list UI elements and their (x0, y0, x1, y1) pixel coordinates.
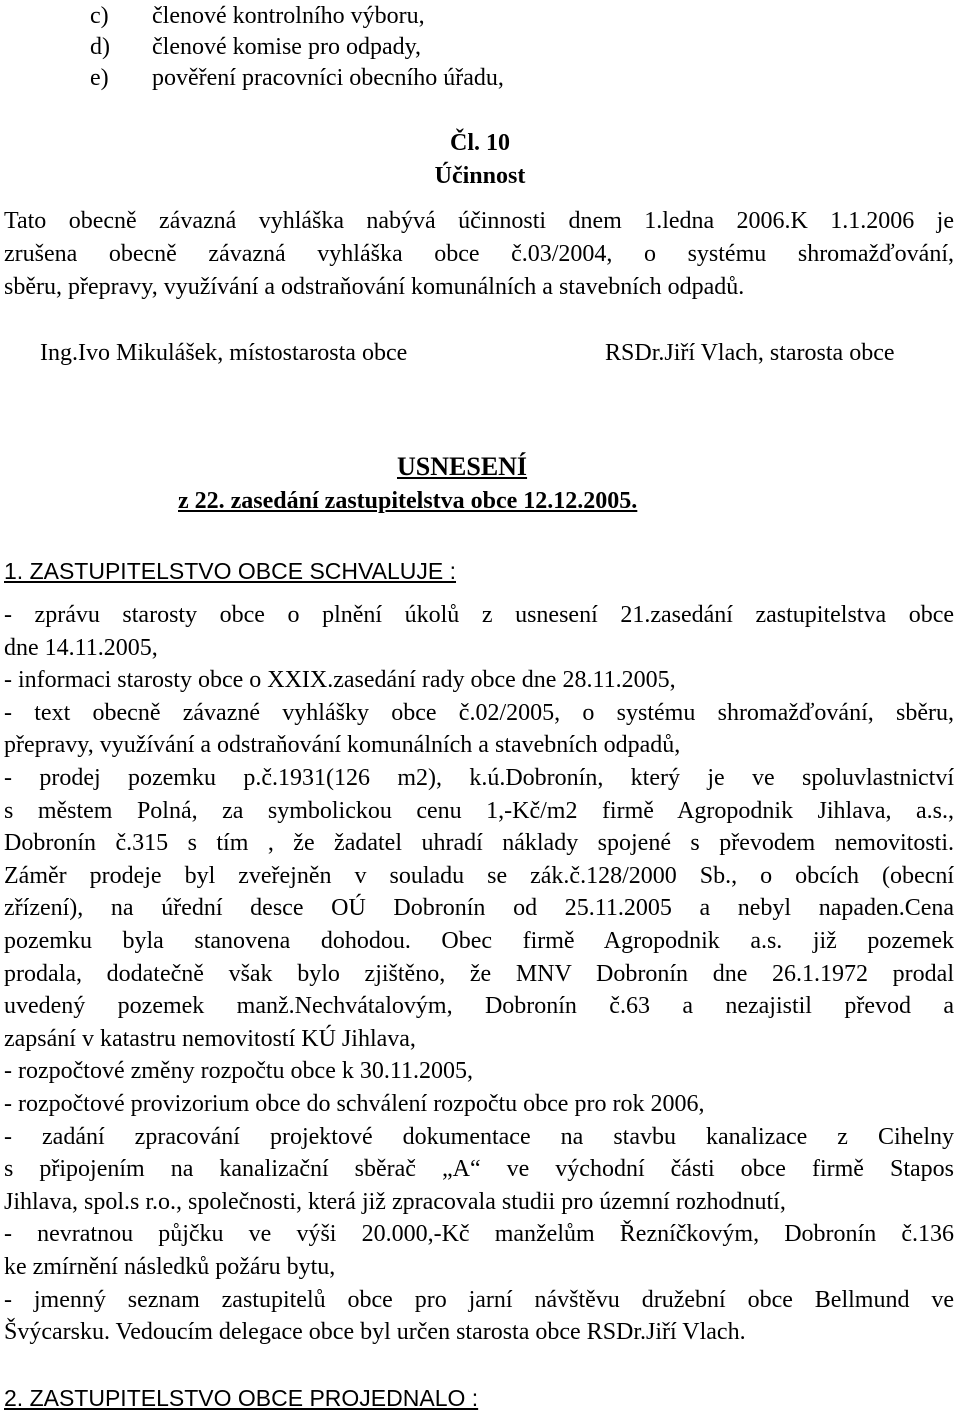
resolution-line: s městem Polná, za symbolickou cenu 1,-Kč/m2 firmě Agropodnik Jihlava, a.s., (4, 798, 954, 824)
resolution-line: přepravy, využívání a odstraňování komunálních a stavebních odpadů, (4, 732, 681, 758)
article-title: Účinnost (434, 163, 526, 189)
resolution-line: zapsání v katastru nemovitostí KÚ Jihlava, (4, 1026, 416, 1052)
signature-deputy-mayor: Ing.Ivo Mikulášek, místostarosta obce (40, 340, 408, 366)
resolution-line: ke zmírnění následků požáru bytu, (4, 1254, 336, 1280)
resolution-line: Dobronín č.315 s tím , že žadatel uhradí náklady spojené s převodem nemovitosti. (4, 830, 954, 856)
resolution-line: - jmenný seznam zastupitelů obce pro jarní návštěvu družební obce Bellmund ve (4, 1287, 954, 1313)
list-marker: e) (90, 65, 109, 91)
resolution-line: Jihlava, spol.s r.o., společnosti, která již zpracovala studii pro územní rozhodnutí, (4, 1189, 786, 1215)
resolution-line: uvedený pozemek manž.Nechvátalovým, Dobronín č.63 a nezajistil převod a (4, 993, 954, 1019)
section-1-heading: 1. ZASTUPITELSTVO OBCE SCHVALUJE : (4, 558, 457, 584)
resolution-line: dne 14.11.2005, (4, 635, 158, 661)
resolution-line: - rozpočtové změny rozpočtu obce k 30.11.2005, (4, 1058, 473, 1084)
resolution-line: - zprávu starosty obce o plnění úkolů z usnesení 21.zasedání zastupitelstva obce (4, 602, 954, 628)
list-marker: d) (90, 34, 110, 60)
resolution-line: - informaci starosty obce o XXIX.zasedání rady obce dne 28.11.2005, (4, 667, 676, 693)
resolution-line: Záměr prodeje byl zveřejněn v souladu se zák.č.128/2000 Sb., o obcích (obecní (4, 863, 954, 889)
list-text: členové kontrolního výboru, (152, 3, 425, 29)
signature-mayor: RSDr.Jiří Vlach, starosta obce (605, 340, 895, 366)
article-line: sběru, přepravy, využívání a odstraňování komunálních a stavebních odpadů. (4, 274, 745, 300)
resolution-line: prodala, dodatečně však bylo zjištěno, že MNV Dobronín dne 26.1.1972 prodal (4, 961, 954, 987)
resolution-line: pozemku byla stanovena dohodou. Obec firmě Agropodnik a.s. již pozemek (4, 928, 954, 954)
resolution-line: zřízení), na úřední desce OÚ Dobronín od 25.11.2005 a nebyl napaden.Cena (4, 895, 954, 921)
article-line: Tato obecně závazná vyhláška nabývá účinnosti dnem 1.ledna 2006.K 1.1.2006 je (4, 208, 954, 234)
resolution-line: Švýcarsku. Vedoucím delegace obce byl určen starosta obce RSDr.Jiří Vlach. (4, 1319, 746, 1345)
list-text: členové komise pro odpady, (152, 34, 422, 60)
resolution-line: - text obecně závazné vyhlášky obce č.02/2005, o systému shromažďování, sběru, (4, 700, 954, 726)
article-number: Čl. 10 (450, 130, 510, 156)
list-text: pověření pracovníci obecního úřadu, (152, 65, 504, 91)
resolution-line: - rozpočtové provizorium obce do schválení rozpočtu obce pro rok 2006, (4, 1091, 705, 1117)
resolution-line: - prodej pozemku p.č.1931(126 m2), k.ú.Dobronín, který je ve spoluvlastnictví (4, 765, 954, 791)
list-marker: c) (90, 3, 109, 29)
resolution-line: - nevratnou půjčku ve výši 20.000,-Kč manželům Řezníčkovým, Dobronín č.136 (4, 1221, 954, 1247)
resolution-line: - zadání zpracování projektové dokumentace na stavbu kanalizace z Cihelny (4, 1124, 954, 1150)
resolution-subtitle: z 22. zasedání zastupitelstva obce 12.12.2005. (178, 488, 638, 514)
list-item-d (90, 31, 421, 63)
resolution-line: s připojením na kanalizační sběrač „A“ ve východní části obce firmě Stapos (4, 1156, 954, 1182)
section-2-heading: 2. ZASTUPITELSTVO OBCE PROJEDNALO : (4, 1385, 479, 1411)
list-item-c (90, 0, 425, 32)
article-line: zrušena obecně závazná vyhláška obce č.03/2004, o systému shromažďování, (4, 241, 954, 267)
resolution-title: USNESENÍ (397, 452, 528, 481)
list-item-e (90, 62, 504, 94)
